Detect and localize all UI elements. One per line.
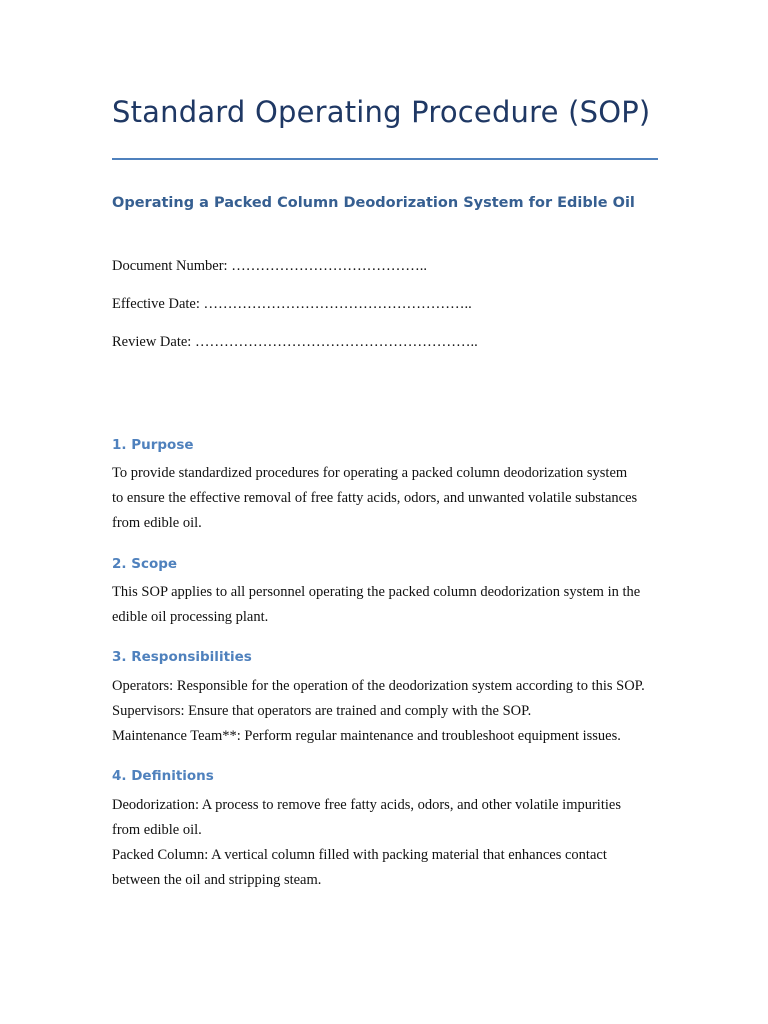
paragraph-line: Supervisors: Ensure that operators are trained and comply with the SOP.: [112, 703, 532, 719]
paragraph-line: To provide standardized procedures for operating a packed column deodorization system: [112, 465, 628, 481]
paragraph-line: between the oil and stripping steam.: [112, 872, 322, 888]
paragraph-line: Maintenance Team**: Perform regular maintenance and troubleshoot equipment issues.: [112, 728, 621, 744]
paragraph-line: Deodorization: A process to remove free fatty acids, odors, and other volatile impurities: [112, 797, 621, 813]
section-heading-definitions: 4. Definitions: [112, 768, 214, 784]
section-body-scope: [112, 580, 672, 630]
paragraph-line: This SOP applies to all personnel operating the packed column deodorization system in the: [112, 584, 641, 600]
review-date-line: Review Date: …………………………………………………..: [112, 334, 478, 350]
paragraph-line: from edible oil.: [112, 822, 202, 838]
section-heading-responsibilities: 3. Responsibilities: [112, 649, 252, 665]
section-heading-scope: 2. Scope: [112, 556, 178, 572]
title-divider: [112, 158, 658, 160]
paragraph-line: edible oil processing plant.: [112, 609, 269, 625]
page-title: Standard Operating Procedure (SOP): [112, 95, 651, 129]
effective-date-line: Effective Date: ………………………………………………..: [112, 296, 472, 312]
paragraph-line: to ensure the effective removal of free fatty acids, odors, and unwanted volatile substances: [112, 490, 638, 506]
document-number-line: Document Number: …………………………………..: [112, 258, 427, 274]
paragraph-line: from edible oil.: [112, 515, 202, 531]
document-subtitle: Operating a Packed Column Deodorization System for Edible Oil: [112, 195, 635, 211]
section-body-definitions: [112, 793, 672, 893]
section-body-responsibilities: [112, 674, 672, 749]
section-heading-purpose: 1. Purpose: [112, 437, 194, 453]
paragraph-line: Operators: Responsible for the operation of the deodorization system according to this SOP.: [112, 678, 645, 694]
section-body-purpose: [112, 461, 672, 536]
paragraph-line: Packed Column: A vertical column filled with packing material that enhances contact: [112, 847, 607, 863]
